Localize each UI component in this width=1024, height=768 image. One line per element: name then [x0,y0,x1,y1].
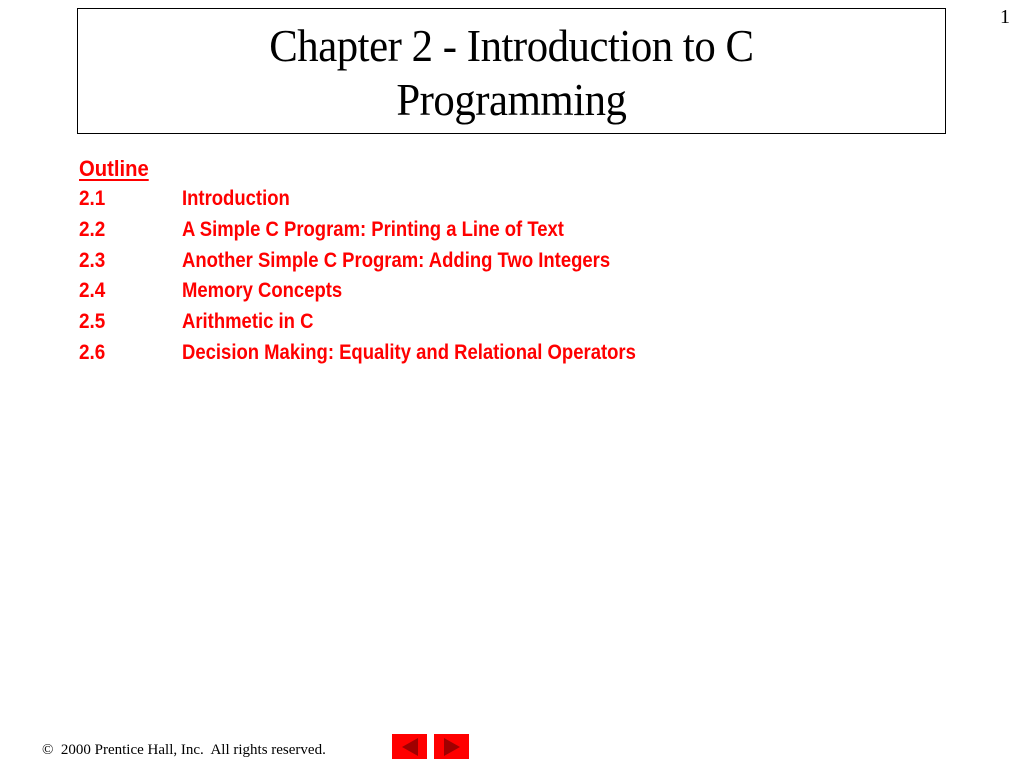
outline-item [79,276,343,307]
outline-item [79,184,290,215]
outline-section [79,154,636,369]
previous-slide-button[interactable] [392,734,427,759]
outline-item [79,215,564,246]
outline-item-title: Arithmetic in C [182,310,314,334]
slide-title-box [77,8,946,134]
copyright-footer: © 2000 Prentice Hall, Inc. All rights reserved. [42,742,326,758]
outline-item [79,246,611,277]
triangle-left-icon [402,738,418,756]
slide-title-line-2: Programming [396,74,627,125]
next-slide-button[interactable] [434,734,469,759]
outline-item-title: Another Simple C Program: Adding Two Integers [182,248,611,272]
page-number: 1 [1000,6,1010,28]
slide-title [269,19,753,127]
outline-item-title: A Simple C Program: Printing a Line of Text [182,217,564,241]
outline-item-number: 2.2 [79,217,106,241]
outline-item-number: 2.4 [79,279,106,303]
outline-item-number: 2.1 [79,187,106,210]
outline-item-title: Decision Making: Equality and Relational Operators [182,340,636,364]
outline-heading: Outline [79,156,149,181]
outline-list [79,184,636,369]
triangle-right-icon [444,738,460,756]
outline-item [79,338,636,369]
slide-title-line-1: Chapter 2 - Introduction to C [269,20,754,71]
outline-item-number: 2.6 [79,340,106,364]
outline-item-title: Introduction [182,187,290,210]
outline-item-number: 2.3 [79,248,106,272]
outline-item [79,307,314,338]
outline-item-number: 2.5 [79,310,106,334]
outline-item-title: Memory Concepts [182,279,343,303]
